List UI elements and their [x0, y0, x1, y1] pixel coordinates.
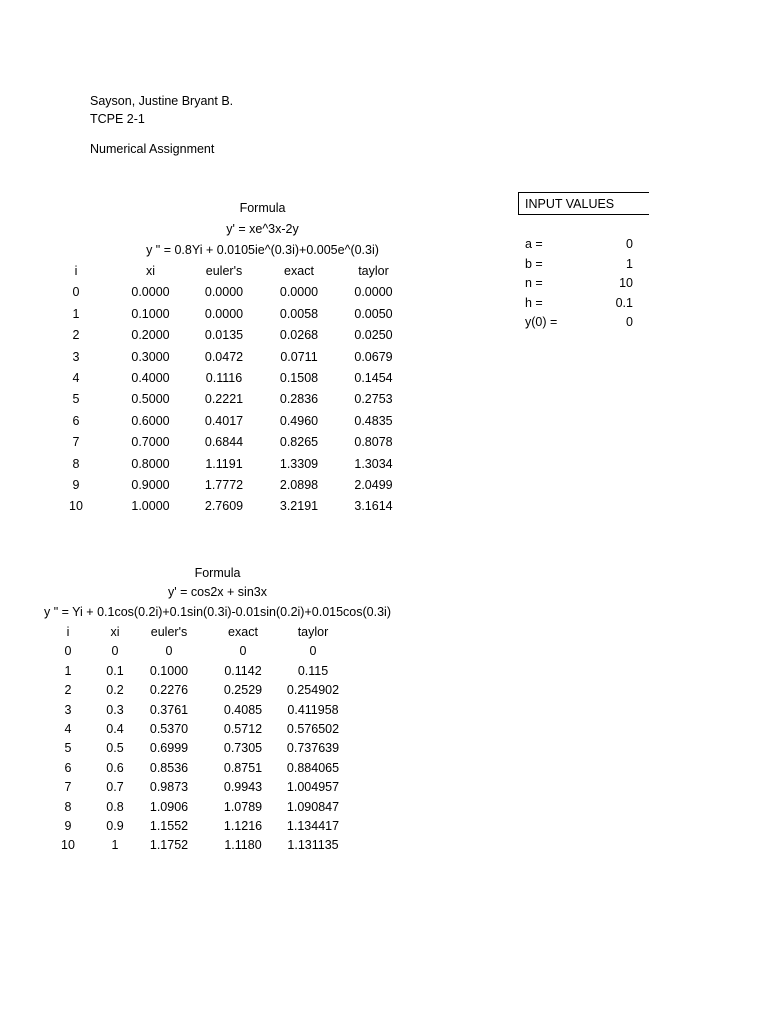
table-cell: 10 [61, 838, 75, 853]
table-cell: 4 [64, 722, 72, 736]
table-cell: 0.576502 [286, 722, 340, 736]
table-cell: 0.0268 [279, 328, 319, 343]
table-row [40, 456, 420, 477]
input-value-number: 1 [626, 256, 633, 271]
table-cell: 1.1752 [149, 838, 189, 853]
table-row [40, 349, 420, 370]
table-cell: 0 [165, 644, 173, 659]
table2-formula-label: Formula [194, 566, 241, 580]
table-cell: 1.1180 [224, 838, 262, 853]
table-cell: 0.0000 [204, 285, 244, 300]
table2-header-row [40, 624, 400, 643]
table-cell: 1 [64, 663, 72, 678]
table-row [40, 799, 400, 818]
table-cell: 0.1142 [224, 663, 262, 678]
table-cell: 0.4 [106, 722, 124, 736]
table-cell: 2.0499 [354, 478, 393, 492]
column-header-xi: xi [145, 264, 156, 278]
table-cell: 0.115 [297, 663, 329, 678]
input-values-title: INPUT VALUES [525, 197, 615, 211]
input-value-number: 0.1 [615, 295, 633, 310]
table-cell: 0.5370 [149, 722, 189, 736]
input-value-row [525, 314, 633, 334]
table-row [40, 740, 400, 759]
table-row [40, 477, 420, 498]
table-cell: 0.0000 [279, 285, 319, 300]
table-cell: 5 [72, 392, 80, 407]
table-cell: 3 [64, 702, 72, 717]
input-value-label: a = [525, 237, 543, 251]
table-cell: 0.9 [106, 819, 124, 833]
table-cell: 5 [64, 741, 72, 756]
table-cell: 3.2191 [279, 499, 319, 514]
table-cell: 0.3 [106, 702, 124, 717]
table-row [40, 370, 420, 391]
table-row [40, 721, 400, 740]
table-cell: 0 [111, 644, 119, 659]
table-cell: 0.0250 [354, 328, 393, 343]
column-header-taylor: taylor [297, 625, 329, 639]
table-cell: 7 [64, 780, 72, 795]
table-cell: 0.2000 [131, 328, 170, 343]
table-cell: 0.8078 [354, 435, 393, 450]
column-header-eulers: euler's [205, 264, 243, 278]
table-cell: 0.2836 [279, 392, 319, 407]
input-value-label: h = [525, 295, 543, 310]
table-cell: 1.090847 [286, 799, 340, 814]
table-cell: 1 [111, 838, 119, 853]
table-cell: 0.1000 [131, 306, 170, 321]
input-values-box [518, 192, 649, 215]
table-cell: 0.1116 [205, 371, 243, 385]
table-cell: 0.2276 [149, 683, 189, 698]
input-value-number: 10 [619, 276, 633, 290]
table-cell: 4 [72, 371, 80, 385]
table-cell: 6 [72, 413, 80, 428]
table-cell: 2 [72, 328, 80, 343]
table-row [40, 760, 400, 779]
table-cell: 0.9873 [149, 780, 189, 795]
table-cell: 1.0789 [223, 799, 263, 814]
table-cell: 0.8536 [149, 760, 189, 775]
table-cell: 1.134417 [286, 819, 340, 833]
input-value-label: n = [525, 276, 543, 290]
table-cell: 0.1 [106, 663, 124, 678]
table-cell: 0.2 [106, 683, 124, 698]
table-row [40, 434, 420, 455]
table-cell: 0 [239, 644, 247, 659]
table-cell: 0.0135 [204, 328, 244, 343]
table-cell: 0.8265 [279, 435, 319, 450]
table-cell: 1.3309 [279, 456, 319, 471]
table-cell: 1.0000 [131, 499, 170, 514]
table-cell: 0.6000 [131, 413, 170, 428]
table-cell: 0 [64, 644, 72, 659]
table-cell: 0.411958 [287, 702, 339, 717]
table-cell: 0.7000 [131, 435, 170, 450]
table-cell: 0.4835 [354, 413, 393, 428]
column-header-exact: exact [228, 625, 258, 639]
table2-second-derivative: y " = Yi + 0.1cos(0.2i)+0.1sin(0.3i)-0.01sin(0.2i)+0.015cos(0.3i) [44, 605, 391, 619]
table-row [40, 837, 400, 856]
table-cell: 0.0000 [354, 285, 393, 300]
column-header-xi: xi [110, 625, 120, 639]
table-cell: 2.7609 [204, 499, 244, 514]
table-row [40, 306, 420, 327]
table-cell: 0.254902 [286, 683, 340, 698]
table-row [40, 643, 400, 662]
table-cell: 0.6999 [149, 741, 189, 756]
table-cell: 0.8751 [223, 760, 263, 775]
table-cell: 0.7305 [223, 741, 263, 756]
table2-first-derivative: y' = cos2x + sin3x [168, 585, 267, 599]
table-cell: 0.3000 [131, 349, 170, 364]
table-cell: 0.0058 [279, 306, 319, 321]
table1-second-derivative: y " = 0.8Yi + 0.0105ie^(0.3i)+0.005e^(0.3i) [146, 243, 379, 257]
table1-header-row [40, 263, 420, 284]
table-cell: 0.0050 [354, 306, 393, 321]
table-cell: 0.6844 [204, 435, 244, 450]
input-value-row [525, 275, 633, 295]
table-cell: 0.5 [106, 741, 124, 756]
table-row [40, 391, 420, 412]
table-cell: 0.5712 [223, 722, 263, 736]
table-cell: 0.2221 [204, 392, 244, 407]
table-cell: 1.7772 [204, 478, 244, 492]
table-cell: 1.1191 [205, 456, 243, 471]
table-cell: 8 [64, 799, 72, 814]
input-value-label: y(0) = [525, 315, 558, 329]
table-cell: 3 [72, 349, 80, 364]
table-cell: 0.1454 [354, 371, 393, 385]
table-cell: 9 [64, 819, 72, 833]
table-cell: 0.5000 [131, 392, 170, 407]
table-cell: 9 [72, 478, 80, 492]
table-cell: 0.6 [106, 760, 124, 775]
table-cell: 0 [72, 285, 80, 300]
table-row [40, 702, 400, 721]
table-cell: 3.1614 [354, 499, 393, 514]
table-cell: 0.2753 [354, 392, 393, 407]
table-cell: 0.1000 [149, 663, 189, 678]
table-cell: 0.0000 [131, 285, 170, 300]
table-cell: 0.4960 [279, 413, 319, 428]
table-cell: 0.1508 [279, 371, 319, 385]
input-value-label: b = [525, 256, 543, 271]
table-cell: 0.0472 [204, 349, 244, 364]
input-value-number: 0 [626, 315, 633, 329]
table-cell: 0.8 [106, 799, 124, 814]
column-header-exact: exact [284, 264, 314, 278]
table-cell: 0 [309, 644, 317, 659]
table1-first-derivative: y' = xe^3x-2y [226, 222, 299, 236]
table-row [40, 498, 420, 519]
table-cell: 6 [64, 760, 72, 775]
table-cell: 0.737639 [286, 741, 340, 756]
input-value-row [525, 256, 633, 276]
table-cell: 1.1552 [149, 819, 189, 833]
author-name: Sayson, Justine Bryant B. [90, 94, 234, 108]
table-cell: 0.884065 [286, 760, 340, 775]
table-cell: 0.0679 [354, 349, 393, 364]
table-cell: 0.9000 [131, 478, 170, 492]
table-cell: 0.7 [106, 780, 124, 795]
table1-formula-label: Formula [239, 201, 286, 215]
table-cell: 0.3761 [149, 702, 189, 717]
table-row [40, 682, 400, 701]
table-cell: 0.9943 [223, 780, 263, 795]
table-cell: 1 [72, 306, 80, 321]
input-value-row [525, 236, 633, 256]
column-header-eulers: euler's [150, 625, 188, 639]
table-cell: 0.0711 [280, 349, 318, 364]
assignment-title: Numerical Assignment [90, 142, 215, 156]
table-row [40, 413, 420, 434]
table-cell: 1.004957 [286, 780, 340, 795]
table-cell: 0.4017 [204, 413, 244, 428]
table-cell: 1.1216 [223, 819, 263, 833]
table-cell: 10 [69, 499, 83, 514]
table-cell: 1.3034 [354, 456, 393, 471]
column-header-i: i [66, 625, 70, 639]
table-row [40, 284, 420, 305]
table-cell: 0.2529 [223, 683, 263, 698]
table-cell: 0.4085 [223, 702, 263, 717]
table-cell: 1.131135 [287, 838, 339, 853]
column-header-i: i [74, 264, 78, 278]
table-cell: 7 [72, 435, 80, 450]
table-cell: 0.4000 [131, 371, 170, 385]
table-row [40, 818, 400, 837]
input-value-row [525, 295, 633, 315]
table-cell: 2.0898 [279, 478, 319, 492]
table-row [40, 779, 400, 798]
table-cell: 2 [64, 683, 72, 698]
input-value-number: 0 [626, 237, 633, 251]
table-cell: 1.0906 [149, 799, 189, 814]
table-row [40, 327, 420, 348]
table-cell: 0.8000 [131, 456, 170, 471]
table-row [40, 663, 400, 682]
section-label: TCPE 2-1 [90, 112, 145, 126]
column-header-taylor: taylor [358, 264, 389, 278]
table-cell: 0.0000 [204, 306, 244, 321]
table-cell: 8 [72, 456, 80, 471]
